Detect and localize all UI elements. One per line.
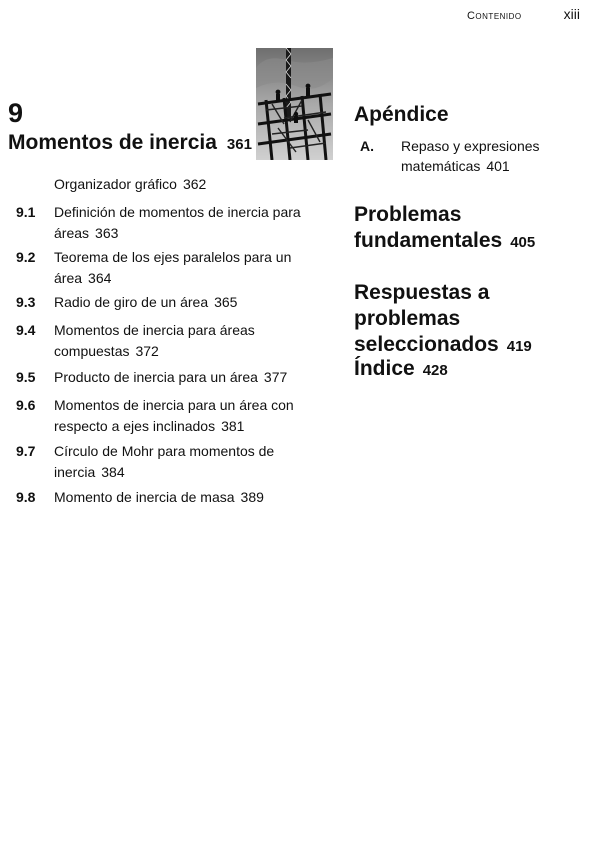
- section-title: Problemas fundamentales: [354, 203, 503, 252]
- toc-entry-page: 372: [135, 343, 159, 359]
- section-title: Respuestas a problemas seleccionados: [354, 281, 499, 356]
- toc-entry-number: 9.4: [16, 322, 36, 338]
- toc-entry-number: 9.8: [16, 489, 36, 505]
- section-indice[interactable]: [354, 356, 594, 384]
- toc-entry-number: 9.3: [16, 294, 36, 310]
- appendix-entry-page: 401: [486, 158, 510, 174]
- toc-entry-page: 389: [240, 489, 264, 505]
- toc-entry-page: 362: [182, 176, 207, 192]
- toc-entry-title: Círculo de Mohr para momentos de inercia: [54, 443, 275, 480]
- toc-entry-number: 9.5: [16, 369, 36, 385]
- chapter-title: [8, 131, 252, 155]
- toc-entry-title: Organizador gráfico: [54, 176, 177, 192]
- section-page: 405: [510, 234, 536, 251]
- toc-entry-page: 377: [263, 369, 288, 385]
- toc-entry-title: Momento de inercia de masa: [54, 489, 235, 505]
- section-problemas-fundamentales[interactable]: [354, 202, 594, 256]
- toc-entry-title: Radio de giro de un área: [54, 294, 209, 310]
- toc-entry-title: Momentos de inercia para un área con respecto a ejes inclinados: [54, 397, 294, 434]
- construction-scaffold-photo: [256, 48, 333, 160]
- section-respuestas[interactable]: [354, 280, 594, 360]
- section-title: Índice: [354, 357, 415, 380]
- page-number: xiii: [563, 6, 580, 22]
- toc-entry-page: 384: [101, 464, 125, 480]
- appendix-title: Apéndice: [354, 103, 449, 126]
- toc-entry-number: 9.6: [16, 397, 36, 413]
- toc-entry-number: 9.2: [16, 249, 36, 265]
- toc-entry-title: Teorema de los ejes paralelos para un área: [54, 249, 292, 286]
- toc-entry-page: 365: [214, 294, 238, 310]
- running-title: Contenido: [466, 10, 522, 22]
- toc-entry-number: 9.1: [16, 204, 36, 220]
- toc-entry-title: Producto de inercia para un área: [54, 369, 258, 385]
- toc-entry-page: 381: [221, 418, 245, 434]
- running-header: [467, 6, 580, 22]
- toc-entry-title: Definición de momentos de inercia para áreas: [54, 204, 301, 241]
- toc-entry-title: Momentos de inercia para áreas compuestas: [54, 322, 255, 359]
- toc-entry-page: 363: [95, 225, 119, 241]
- section-page: 428: [422, 362, 448, 379]
- chapter-title-text: Momentos de inercia: [8, 131, 217, 154]
- appendix-entry-number: A.: [360, 138, 374, 154]
- chapter-number: 9: [8, 98, 24, 128]
- appendix-entry-title: Repaso y expresiones matemáticas: [401, 138, 540, 174]
- toc-entry-number: 9.7: [16, 443, 36, 459]
- chapter-page: 361: [226, 136, 252, 153]
- toc-entry-page: 364: [88, 270, 112, 286]
- section-page: 419: [506, 338, 532, 355]
